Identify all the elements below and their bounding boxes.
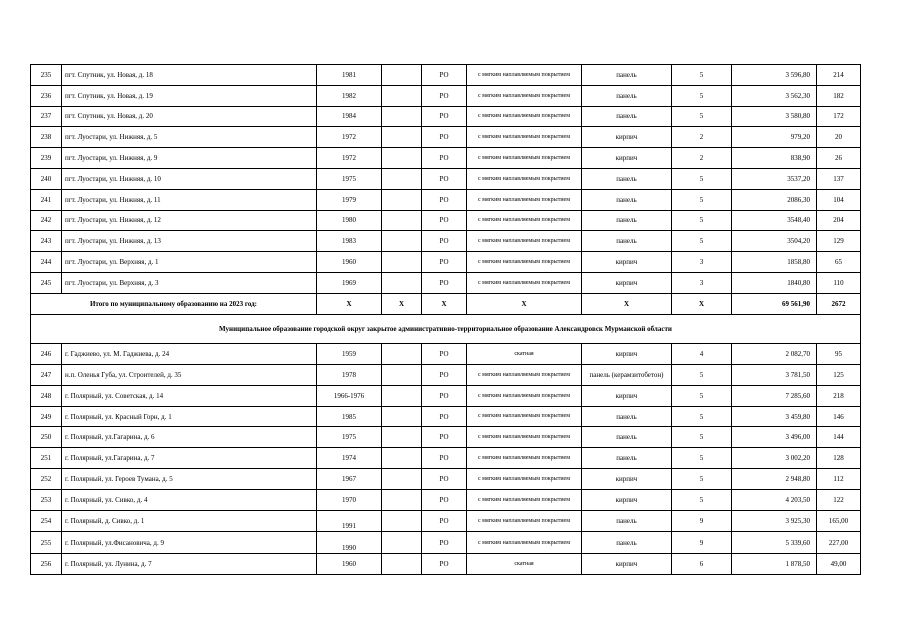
row-floors: 5 xyxy=(672,448,732,469)
row-col5: РО xyxy=(422,385,467,406)
row-area: 3537,20 xyxy=(732,168,817,189)
row-people: 125 xyxy=(817,365,861,386)
row-area: 4 203,50 xyxy=(732,489,817,510)
total-area: 69 561,90 xyxy=(732,293,817,315)
row-address: г. Полярный, ул. Сивко, д. 4 xyxy=(62,489,317,510)
row-people: 137 xyxy=(817,168,861,189)
table-row xyxy=(31,231,861,252)
total-cell-5: X xyxy=(422,293,467,315)
row-area: 2086,30 xyxy=(732,189,817,210)
row-address: пгт. Луостари, ул. Нижняя, д. 11 xyxy=(62,189,317,210)
row-floors: 2 xyxy=(672,127,732,148)
row-col4 xyxy=(382,210,422,231)
row-roof: с мягким наплавляемым покрытием xyxy=(467,148,582,169)
row-number: 247 xyxy=(31,365,62,386)
row-people: 165,00 xyxy=(817,510,861,532)
row-col4 xyxy=(382,510,422,532)
row-col5: РО xyxy=(422,532,467,554)
row-wall: панель xyxy=(582,406,672,427)
row-number: 236 xyxy=(31,85,62,106)
row-wall: кирпич xyxy=(582,385,672,406)
row-roof: с мягким наплавляемым покрытием xyxy=(467,510,582,532)
row-area: 3 596,80 xyxy=(732,65,817,86)
row-number: 252 xyxy=(31,469,62,490)
row-floors: 9 xyxy=(672,510,732,532)
row-floors: 5 xyxy=(672,106,732,127)
row-floors: 9 xyxy=(672,532,732,554)
row-col4 xyxy=(382,168,422,189)
row-year: 1960 xyxy=(317,252,382,273)
row-people: 182 xyxy=(817,85,861,106)
table-row xyxy=(31,344,861,365)
table-row xyxy=(31,365,861,386)
row-floors: 5 xyxy=(672,427,732,448)
row-address: пгт. Луостари, ул. Нижняя, д. 13 xyxy=(62,231,317,252)
row-col4 xyxy=(382,554,422,575)
row-address: г. Гаджиево, ул. М. Гаджиева, д. 24 xyxy=(62,344,317,365)
row-address: пгт. Луостари, ул. Нижняя, д. 10 xyxy=(62,168,317,189)
row-roof: с мягким наплавляемым покрытием xyxy=(467,106,582,127)
row-roof: скатная xyxy=(467,344,582,365)
housing-table xyxy=(30,64,861,575)
row-wall: панель xyxy=(582,189,672,210)
row-wall: панель xyxy=(582,532,672,554)
row-roof: с мягким наплавляемым покрытием xyxy=(467,231,582,252)
row-floors: 5 xyxy=(672,189,732,210)
row-col5: РО xyxy=(422,65,467,86)
row-wall: кирпич xyxy=(582,554,672,575)
row-floors: 5 xyxy=(672,406,732,427)
table-row xyxy=(31,210,861,231)
row-col5: РО xyxy=(422,252,467,273)
row-number: 244 xyxy=(31,252,62,273)
total-cell-4: X xyxy=(382,293,422,315)
row-number: 256 xyxy=(31,554,62,575)
row-area: 3 002,20 xyxy=(732,448,817,469)
table-row xyxy=(31,106,861,127)
row-roof: с мягким наплавляемым покрытием xyxy=(467,127,582,148)
row-wall: кирпич xyxy=(582,489,672,510)
row-number: 245 xyxy=(31,272,62,293)
row-area: 3 562,30 xyxy=(732,85,817,106)
row-address: пгт. Луостари, ул. Верхняя, д. 3 xyxy=(62,272,317,293)
row-people: 227,00 xyxy=(817,532,861,554)
row-area: 1858,80 xyxy=(732,252,817,273)
row-address: пгт. Луостари, ул. Нижняя, д. 9 xyxy=(62,148,317,169)
row-col4 xyxy=(382,448,422,469)
row-people: 218 xyxy=(817,385,861,406)
row-wall: кирпич xyxy=(582,272,672,293)
row-roof: с мягким наплавляемым покрытием xyxy=(467,406,582,427)
table-row xyxy=(31,189,861,210)
row-col5: РО xyxy=(422,510,467,532)
row-year: 1990 xyxy=(317,532,382,554)
row-wall: панель xyxy=(582,448,672,469)
row-wall: панель xyxy=(582,510,672,532)
row-col4 xyxy=(382,65,422,86)
row-year: 1972 xyxy=(317,127,382,148)
row-col4 xyxy=(382,252,422,273)
row-address: н.п. Оленья Губа, ул. Строителей, д. 35 xyxy=(62,365,317,386)
row-roof: скатная xyxy=(467,554,582,575)
row-area: 1 878,50 xyxy=(732,554,817,575)
row-year: 1981 xyxy=(317,65,382,86)
row-people: 104 xyxy=(817,189,861,210)
row-wall: панель xyxy=(582,427,672,448)
row-floors: 2 xyxy=(672,148,732,169)
row-number: 239 xyxy=(31,148,62,169)
row-col5: РО xyxy=(422,365,467,386)
row-address: пгт. Спутник, ул. Новая, д. 19 xyxy=(62,85,317,106)
row-area: 979,20 xyxy=(732,127,817,148)
row-roof: с мягким наплавляемым покрытием xyxy=(467,189,582,210)
section-header-row xyxy=(31,315,861,344)
row-address: г. Полярный, ул. Лунина, д. 7 xyxy=(62,554,317,575)
row-col4 xyxy=(382,344,422,365)
table-row xyxy=(31,252,861,273)
row-year: 1978 xyxy=(317,365,382,386)
section-title: Муниципальное образование городской округ закрытое административно-территориальное образование Александровск Мурманской области xyxy=(31,315,861,344)
row-col4 xyxy=(382,272,422,293)
table-row xyxy=(31,406,861,427)
row-people: 49,00 xyxy=(817,554,861,575)
row-people: 128 xyxy=(817,448,861,469)
row-number: 242 xyxy=(31,210,62,231)
row-col5: РО xyxy=(422,448,467,469)
row-number: 248 xyxy=(31,385,62,406)
row-address: пгт. Луостари, ул. Верхняя, д. 1 xyxy=(62,252,317,273)
table-row xyxy=(31,148,861,169)
row-address: г. Полярный, ул. Советская, д. 14 xyxy=(62,385,317,406)
row-year: 1975 xyxy=(317,168,382,189)
row-area: 1840,80 xyxy=(732,272,817,293)
row-address: г. Полярный, ул. Красный Горн, д. 1 xyxy=(62,406,317,427)
row-year: 1959 xyxy=(317,344,382,365)
total-cell-roof: X xyxy=(467,293,582,315)
row-roof: с мягким наплавляемым покрытием xyxy=(467,168,582,189)
row-area: 3 580,80 xyxy=(732,106,817,127)
row-col4 xyxy=(382,385,422,406)
row-floors: 5 xyxy=(672,469,732,490)
row-col5: РО xyxy=(422,148,467,169)
row-year: 1991 xyxy=(317,510,382,532)
total-label: Итого по муниципальному образованию на 2023 год: xyxy=(31,293,317,315)
row-roof: с мягким наплавляемым покрытием xyxy=(467,365,582,386)
row-year: 1980 xyxy=(317,210,382,231)
row-col5: РО xyxy=(422,168,467,189)
row-area: 2 082,70 xyxy=(732,344,817,365)
row-col5: РО xyxy=(422,427,467,448)
row-wall: панель xyxy=(582,85,672,106)
row-roof: с мягким наплавляемым покрытием xyxy=(467,85,582,106)
row-number: 238 xyxy=(31,127,62,148)
rows-group-top xyxy=(31,65,861,294)
row-floors: 5 xyxy=(672,385,732,406)
row-number: 254 xyxy=(31,510,62,532)
row-col5: РО xyxy=(422,489,467,510)
row-floors: 5 xyxy=(672,85,732,106)
row-roof: с мягким наплавляемым покрытием xyxy=(467,272,582,293)
row-number: 251 xyxy=(31,448,62,469)
row-floors: 5 xyxy=(672,65,732,86)
row-number: 237 xyxy=(31,106,62,127)
row-people: 204 xyxy=(817,210,861,231)
row-roof: с мягким наплавляемым покрытием xyxy=(467,448,582,469)
row-address: пгт. Луостари, ул. Нижняя, д. 12 xyxy=(62,210,317,231)
table-row xyxy=(31,427,861,448)
row-area: 3 781,50 xyxy=(732,365,817,386)
row-number: 246 xyxy=(31,344,62,365)
table-row xyxy=(31,272,861,293)
row-floors: 3 xyxy=(672,252,732,273)
row-people: 122 xyxy=(817,489,861,510)
row-people: 214 xyxy=(817,65,861,86)
row-area: 3 925,30 xyxy=(732,510,817,532)
row-col4 xyxy=(382,148,422,169)
row-wall: кирпич xyxy=(582,469,672,490)
row-roof: с мягким наплавляемым покрытием xyxy=(467,385,582,406)
row-col5: РО xyxy=(422,106,467,127)
row-number: 241 xyxy=(31,189,62,210)
table-row xyxy=(31,448,861,469)
row-number: 253 xyxy=(31,489,62,510)
row-address: г. Полярный, ул. Героев Тумана, д. 5 xyxy=(62,469,317,490)
row-address: г. Полярный, ул.Гагарина, д. 6 xyxy=(62,427,317,448)
row-people: 95 xyxy=(817,344,861,365)
row-people: 112 xyxy=(817,469,861,490)
row-col5: РО xyxy=(422,85,467,106)
row-people: 26 xyxy=(817,148,861,169)
row-year: 1969 xyxy=(317,272,382,293)
row-number: 255 xyxy=(31,532,62,554)
row-col5: РО xyxy=(422,406,467,427)
row-col4 xyxy=(382,406,422,427)
row-wall: панель xyxy=(582,65,672,86)
row-address: г. Полярный, д. Сивко, д. 1 xyxy=(62,510,317,532)
row-col5: РО xyxy=(422,469,467,490)
row-col4 xyxy=(382,365,422,386)
rows-group-bottom xyxy=(31,344,861,575)
row-col5: РО xyxy=(422,272,467,293)
row-wall: кирпич xyxy=(582,127,672,148)
row-area: 5 339,60 xyxy=(732,532,817,554)
table-row xyxy=(31,65,861,86)
row-roof: с мягким наплавляемым покрытием xyxy=(467,252,582,273)
row-floors: 5 xyxy=(672,168,732,189)
row-area: 7 285,60 xyxy=(732,385,817,406)
row-people: 172 xyxy=(817,106,861,127)
row-roof: с мягким наплавляемым покрытием xyxy=(467,469,582,490)
row-number: 235 xyxy=(31,65,62,86)
row-wall: кирпич xyxy=(582,252,672,273)
row-wall: кирпич xyxy=(582,148,672,169)
total-cell-wall: X xyxy=(582,293,672,315)
row-floors: 6 xyxy=(672,554,732,575)
row-col5: РО xyxy=(422,189,467,210)
row-col4 xyxy=(382,427,422,448)
row-area: 3548,40 xyxy=(732,210,817,231)
row-col5: РО xyxy=(422,554,467,575)
row-address: г. Полярный, ул.Гагарина, д. 7 xyxy=(62,448,317,469)
row-col4 xyxy=(382,127,422,148)
total-row xyxy=(31,293,861,315)
row-col4 xyxy=(382,469,422,490)
table-row xyxy=(31,168,861,189)
row-wall: панель xyxy=(582,106,672,127)
row-year: 1975 xyxy=(317,427,382,448)
row-wall: кирпич xyxy=(582,344,672,365)
row-wall: панель (керамзитобетон) xyxy=(582,365,672,386)
table-row xyxy=(31,532,861,554)
row-number: 243 xyxy=(31,231,62,252)
row-area: 2 948,80 xyxy=(732,469,817,490)
row-year: 1967 xyxy=(317,469,382,490)
row-roof: с мягким наплавляемым покрытием xyxy=(467,489,582,510)
row-year: 1985 xyxy=(317,406,382,427)
row-year: 1983 xyxy=(317,231,382,252)
row-floors: 5 xyxy=(672,365,732,386)
total-group xyxy=(31,293,861,344)
row-year: 1979 xyxy=(317,189,382,210)
row-address: пгт. Спутник, ул. Новая, д. 20 xyxy=(62,106,317,127)
row-area: 3504,20 xyxy=(732,231,817,252)
row-col4 xyxy=(382,231,422,252)
row-people: 110 xyxy=(817,272,861,293)
row-year: 1960 xyxy=(317,554,382,575)
row-wall: панель xyxy=(582,168,672,189)
row-people: 146 xyxy=(817,406,861,427)
row-year: 1982 xyxy=(317,85,382,106)
row-col5: РО xyxy=(422,210,467,231)
row-col4 xyxy=(382,85,422,106)
row-number: 240 xyxy=(31,168,62,189)
table-row xyxy=(31,127,861,148)
row-people: 65 xyxy=(817,252,861,273)
row-roof: с мягким наплавляемым покрытием xyxy=(467,427,582,448)
row-roof: с мягким наплавляемым покрытием xyxy=(467,65,582,86)
row-col5: РО xyxy=(422,231,467,252)
row-area: 838,90 xyxy=(732,148,817,169)
row-area: 3 496,00 xyxy=(732,427,817,448)
row-floors: 5 xyxy=(672,489,732,510)
table-row xyxy=(31,469,861,490)
row-col4 xyxy=(382,189,422,210)
row-wall: панель xyxy=(582,231,672,252)
table-row xyxy=(31,489,861,510)
row-people: 144 xyxy=(817,427,861,448)
table-row xyxy=(31,510,861,532)
row-col5: РО xyxy=(422,127,467,148)
row-roof: с мягким наплавляемым покрытием xyxy=(467,532,582,554)
row-year: 1970 xyxy=(317,489,382,510)
total-cell-year: X xyxy=(317,293,382,315)
total-people: 2672 xyxy=(817,293,861,315)
row-number: 250 xyxy=(31,427,62,448)
table-row xyxy=(31,385,861,406)
row-floors: 5 xyxy=(672,231,732,252)
row-year: 1966-1976 xyxy=(317,385,382,406)
row-floors: 3 xyxy=(672,272,732,293)
row-col4 xyxy=(382,489,422,510)
row-year: 1974 xyxy=(317,448,382,469)
row-people: 129 xyxy=(817,231,861,252)
row-people: 20 xyxy=(817,127,861,148)
row-year: 1984 xyxy=(317,106,382,127)
total-cell-floors: X xyxy=(672,293,732,315)
row-number: 249 xyxy=(31,406,62,427)
table-row xyxy=(31,554,861,575)
row-col5: РО xyxy=(422,344,467,365)
row-area: 3 459,80 xyxy=(732,406,817,427)
row-col4 xyxy=(382,532,422,554)
row-address: пгт. Луостари, ул. Нижняя, д. 5 xyxy=(62,127,317,148)
row-wall: панель xyxy=(582,210,672,231)
row-col4 xyxy=(382,106,422,127)
row-floors: 5 xyxy=(672,210,732,231)
row-roof: с мягким наплавляемым покрытием xyxy=(467,210,582,231)
row-address: г. Полярный, ул.Фисановича, д. 9 xyxy=(62,532,317,554)
table-row xyxy=(31,85,861,106)
row-address: пгт. Спутник, ул. Новая, д. 18 xyxy=(62,65,317,86)
row-floors: 4 xyxy=(672,344,732,365)
row-year: 1972 xyxy=(317,148,382,169)
